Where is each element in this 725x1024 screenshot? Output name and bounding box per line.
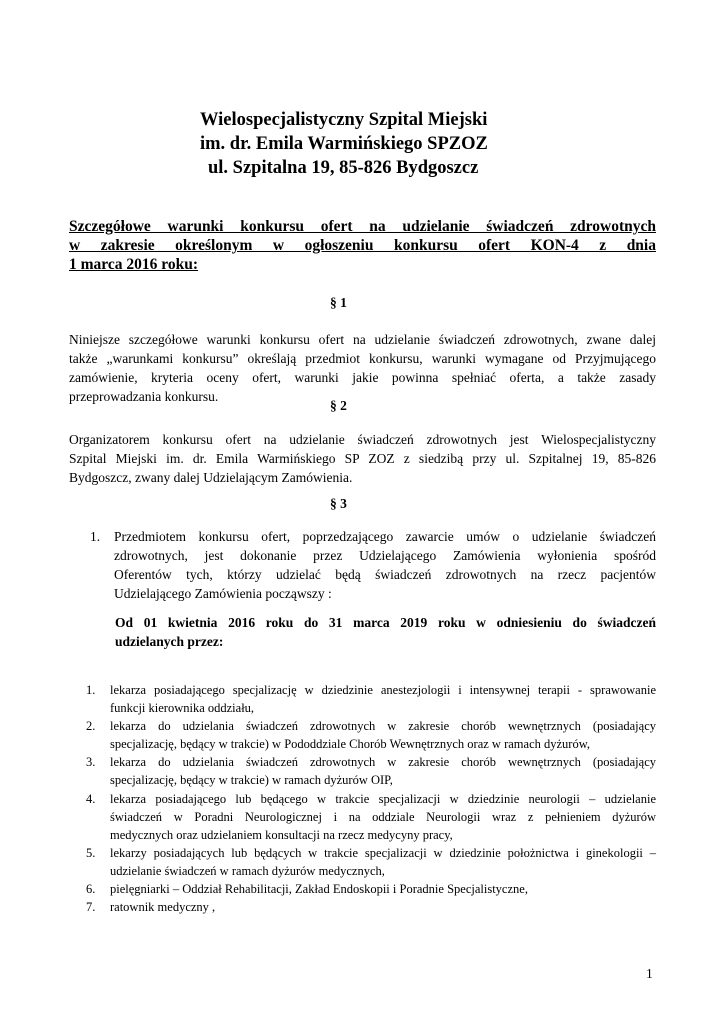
- paragraph-line: zdrowotnych, jest dokonanie przez Udzielającego Zamówienia wyłonienia spośród: [114, 548, 656, 563]
- list-item-line: specjalizację, będący w trakcie) w Pododdziale Chorób Wewnętrznych oraz w ramach dyżurów,: [110, 737, 591, 752]
- list-item-line: lekarza do udzielania świadczeń zdrowotnych w zakresie chorób wewnętrznych (posiadający: [110, 755, 656, 770]
- section-1-paragraph: [69, 330, 656, 406]
- title-line: Szczegółowe warunki konkursu ofert na udzielanie świadczeń zdrowotnych: [69, 218, 656, 235]
- period-line: udzielanych przez:: [115, 634, 224, 649]
- providers-list: [86, 681, 656, 916]
- list-item-line: lekarzy posiadających lub będących w trakcie specjalizacji w dziedzinie położnictwa i ginekologii –: [110, 845, 656, 860]
- list-item-line: medycznych oraz udzielaniem konsultacji na rzecz medycyny pracy,: [110, 827, 453, 842]
- document-title: [69, 217, 656, 274]
- list-item: [86, 844, 656, 880]
- item-number: 3.: [86, 755, 96, 770]
- paragraph-line: zamówienie, kryteria oceny ofert, warunki jakie powinna spełniać oferta, a także zasady: [69, 370, 656, 385]
- page-number: 1: [646, 966, 653, 981]
- item-number: 6.: [86, 882, 96, 897]
- list-item-line: lekarza do udzielania świadczeń zdrowotnych w zakresie chorób wewnętrznych (posiadający: [110, 719, 656, 734]
- paragraph-line: Szpital Miejski im. dr. Emila Warmińskiego SP ZOZ z siedzibą przy ul. Szpitalnej 19, 85-826: [69, 451, 656, 466]
- paragraph-line: przeprowadzania konkursu.: [69, 389, 219, 404]
- list-item-line: lekarza posiadającego lub będącego w trakcie specjalizacji w dziedzinie neurologii – udzielanie: [110, 791, 656, 806]
- subject-item: [90, 527, 656, 603]
- list-item-line: udzielanie świadczeń w ramach dyżurów medycznych,: [110, 863, 385, 878]
- period-line: Od 01 kwietnia 2016 roku do 31 marca 2019 roku w odniesieniu do świadczeń: [115, 615, 656, 630]
- section-3-heading: § 3: [330, 496, 347, 511]
- paragraph-line: Niniejsze szczegółowe warunki konkursu ofert na udzielanie świadczeń zdrowotnych, zwane dalej: [69, 332, 656, 347]
- list-item-line: ratownik medyczny ,: [110, 900, 216, 915]
- list-item: [86, 717, 656, 753]
- list-item: [86, 880, 656, 898]
- list-item-line: specjalizację, będący w trakcie) w ramach dyżurów OIP,: [110, 773, 393, 788]
- list-item: [86, 753, 656, 789]
- list-item-line: lekarza posiadającego specjalizację w dziedzinie anestezjologii i intensywnej terapii - sprawowanie: [110, 683, 656, 697]
- list-item-line: pielęgniarki – Oddział Rehabilitacji, Zakład Endoskopii i Poradnie Specjalistyczne,: [110, 882, 528, 897]
- hospital-subtitle: im. dr. Emila Warmińskiego SPZOZ: [200, 134, 488, 154]
- item-number: 4.: [86, 791, 96, 806]
- section-2-heading: § 2: [330, 398, 347, 413]
- paragraph-line: Przedmiotem konkursu ofert, poprzedzającego zawarcie umów o udzielanie świadczeń: [114, 529, 656, 544]
- hospital-address: ul. Szpitalna 19, 85-826 Bydgoszcz: [208, 158, 479, 178]
- section-2-paragraph: [69, 430, 656, 487]
- item-number: 2.: [86, 719, 96, 734]
- item-number: 5.: [86, 845, 96, 860]
- list-item: [86, 681, 656, 717]
- paragraph-line: Bydgoszcz, zwany dalej Udzielającym Zamówienia.: [69, 470, 353, 485]
- hospital-name: Wielospecjalistyczny Szpital Miejski: [200, 110, 488, 130]
- title-line: 1 marca 2016 roku:: [69, 256, 199, 273]
- paragraph-line: także „warunkami konkursu” określają przedmiot konkursu, warunki wymagane od Przyjmującego: [69, 351, 656, 366]
- item-number: 7.: [86, 900, 96, 915]
- contract-period: [115, 613, 656, 651]
- item-number: 1.: [86, 683, 96, 697]
- hospital-header: [200, 108, 488, 180]
- title-line: w zakresie określonym w ogłoszeniu konkursu ofert KON-4 z dnia: [69, 237, 656, 254]
- list-item: [86, 898, 656, 916]
- section-1-heading: § 1: [330, 295, 347, 310]
- list-item-line: świadczeń w Poradni Neurologicznej i na oddziale Neurologii wraz z pełnieniem dyżurów: [110, 809, 656, 824]
- list-item: [86, 790, 656, 844]
- list-item-line: funkcji kierownika oddziału,: [110, 701, 255, 716]
- paragraph-line: Udzielającego Zamówienia począwszy :: [114, 586, 332, 601]
- paragraph-line: Organizatorem konkursu ofert na udzielanie świadczeń zdrowotnych jest Wielospecjalistyczny: [69, 432, 656, 447]
- paragraph-line: Oferentów tych, którzy udzielać będą świadczeń zdrowotnych na rzecz pacjentów: [114, 567, 656, 582]
- item-number: 1.: [90, 529, 101, 544]
